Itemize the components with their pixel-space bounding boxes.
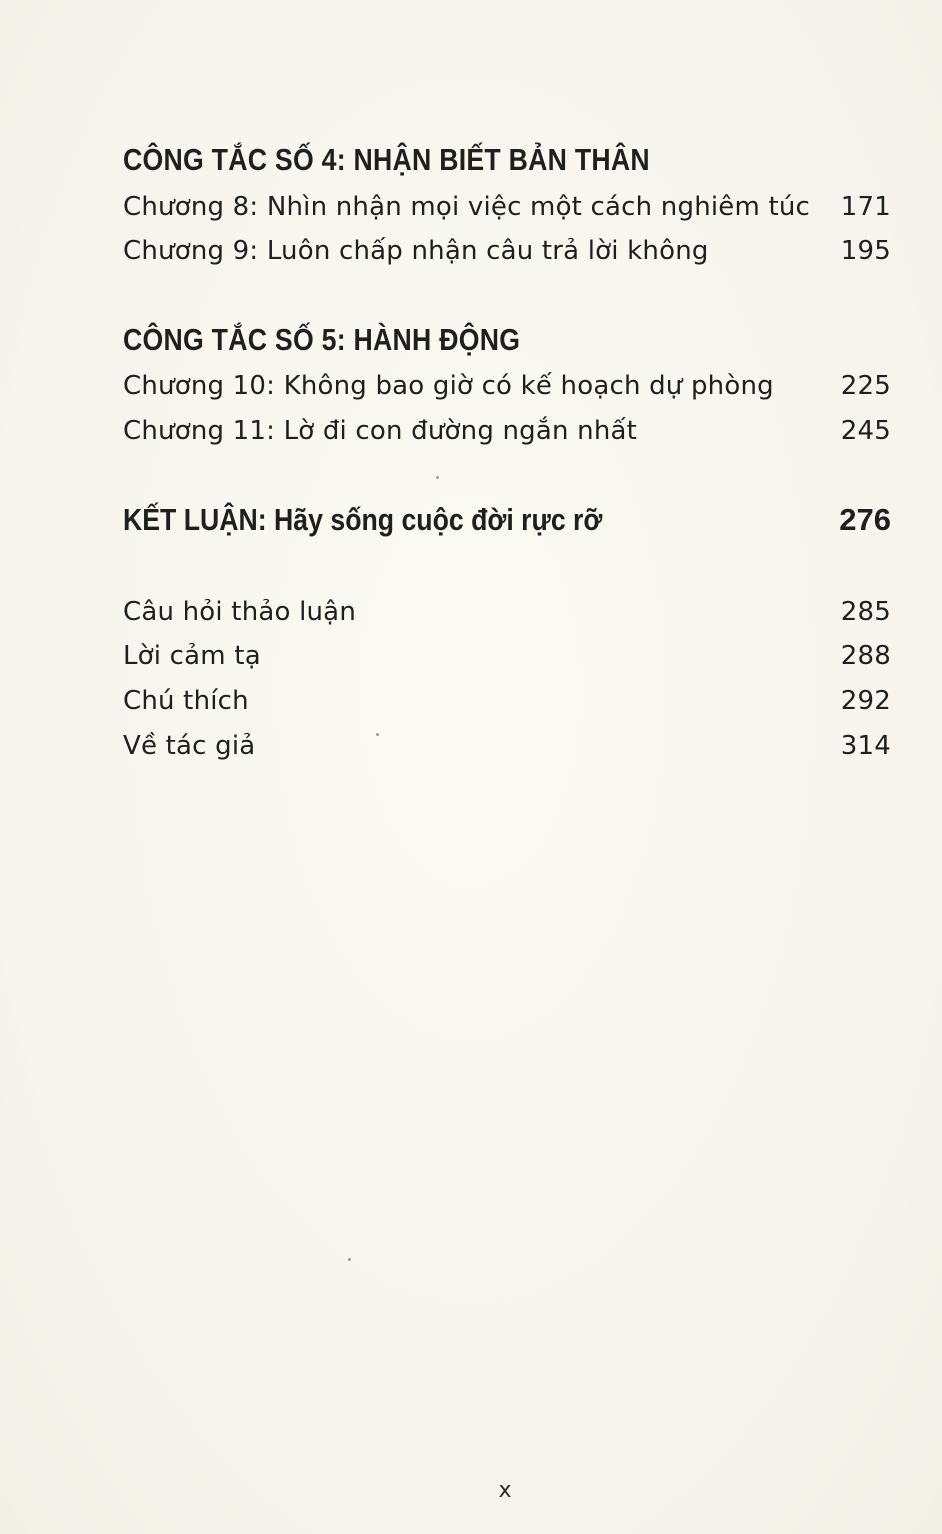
toc-entry-page: 285	[840, 597, 891, 627]
toc-entry-about-author	[123, 731, 891, 761]
toc-entry-title: Chương 10: Không bao giờ có kế hoạch dự phòng	[123, 371, 774, 401]
section-heading-5	[123, 322, 891, 358]
paper-speck	[376, 733, 379, 736]
conclusion-page: 276	[839, 502, 891, 537]
toc-entry-chapter-10	[123, 371, 891, 401]
toc-entry-page: 314	[840, 731, 891, 761]
toc-entry-page: 245	[840, 416, 891, 446]
conclusion-title: KẾT LUẬN: Hãy sống cuộc đời rực rỡ	[123, 502, 603, 537]
section-heading-4	[123, 142, 891, 178]
toc-entry-title: Câu hỏi thảo luận	[123, 597, 356, 627]
toc-entry-chapter-11	[123, 416, 891, 446]
paper-speck	[348, 1258, 351, 1261]
page-number: x	[498, 1478, 512, 1503]
toc-entry-page: 292	[840, 686, 891, 716]
toc-entry-page: 288	[840, 641, 891, 671]
toc-entry-title: Chương 9: Luôn chấp nhận câu trả lời không	[123, 236, 709, 266]
toc-entry-conclusion	[123, 502, 891, 538]
toc-entry-title: Chương 11: Lờ đi con đường ngắn nhất	[123, 416, 638, 446]
toc-entry-chapter-9	[123, 236, 891, 266]
toc-entry-title: Về tác giả	[123, 731, 256, 761]
toc-entry-acknowledgements	[123, 641, 891, 671]
toc-entry-title: Chương 8: Nhìn nhận mọi việc một cách nghiêm túc	[123, 192, 811, 222]
section-heading-text: CÔNG TẮC SỐ 5: HÀNH ĐỘNG	[123, 322, 521, 357]
toc-entry-page: 195	[840, 236, 891, 266]
toc-entry-notes	[123, 686, 891, 716]
toc-entry-page: 225	[840, 371, 891, 401]
toc-entry-chapter-8	[123, 192, 891, 222]
toc-entry-page: 171	[840, 192, 891, 222]
toc-entry-title: Chú thích	[123, 686, 249, 716]
paper-speck	[436, 476, 439, 479]
section-heading-text: CÔNG TẮC SỐ 4: NHẬN BIẾT BẢN THÂN	[123, 142, 650, 177]
toc-entry-title: Lời cảm tạ	[123, 641, 261, 671]
toc-entry-discussion-questions	[123, 597, 891, 627]
